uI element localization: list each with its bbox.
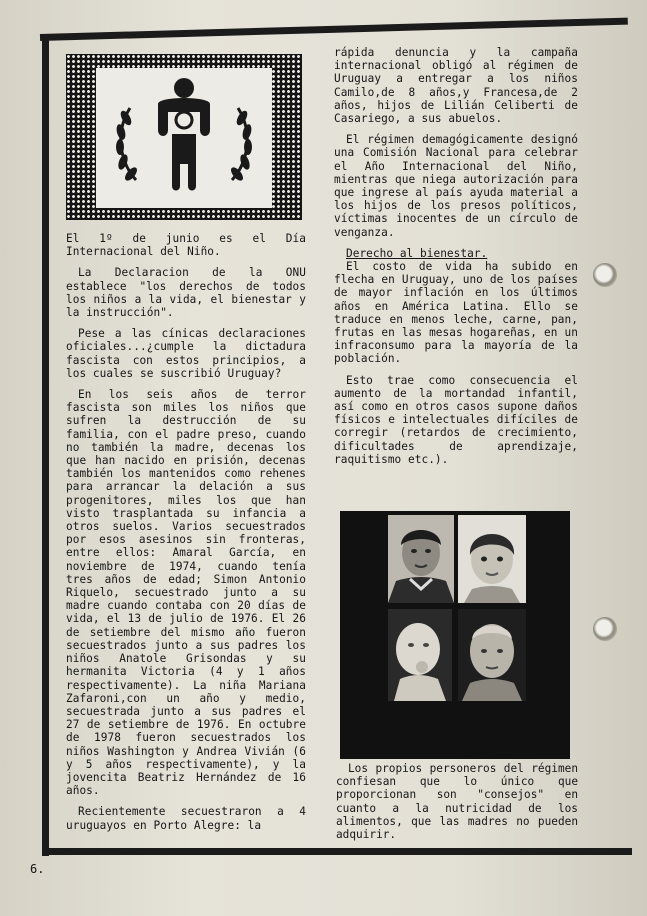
binder-hole-top [593,263,617,287]
page-number: 6. [30,862,45,876]
right-paragraph-3: El costo de vida ha subido en flecha en Uruguay, uno de los países de mayor inflación en los últimos años en América Latina. Ello se traduce en menos leche, carne, pan, frutas en las mesas hogareñas, en un infraconsumo para la mayoría de la población. [334,260,578,366]
child-family-emblem-icon [96,68,272,208]
emblem-panel [96,68,272,208]
right-paragraph-2: El régimen demagógicamente designó una Comisión Nacional para celebrar el Año Internacional del Niño, mientras que niega autorización para que ingrese al país ayuda material a los hijos de los presos políticos, víctimas inocentes de un círculo de venganza. [334,133,578,239]
photo-caption [336,762,578,841]
left-paragraph-2: La Declaracion de la ONU establece "los derechos de todos los niños a la vida, el bienestar y la instrucción". [66,266,306,320]
binder-hole-bottom [593,617,617,641]
frame-bottom-rule [44,848,632,855]
left-column [66,232,306,840]
right-paragraph-1: rápida denuncia y la campaña internacional obligó al régimen de Uruguay a entregar a los niños Camilo,de 8 años,y Francesa,de 2 años, hijos de Lilián Celiberti de Casariego, a sus abuelos. [334,46,578,126]
child-photo-3 [388,609,452,701]
right-paragraph-4: Esto trae como consecuencia el aumento de la mortandad infantil, así como en otros casos supone daños físicos e intelectuales difíciles de corregir (retardos de crecimiento, dificultades de aprendizaje, raquitismo etc.). [334,373,578,466]
child-photo-4 [458,609,526,701]
children-photo-collage [340,511,570,759]
left-paragraph-4: En los seis años de terror fascista son miles los niños que sufren la destrucción de su familia, con el padre preso, cuando no también la madre, decenas los que han nacido en prisión, decenas también los mantenidos como rehenes para arrancar la delación a sus progenitores, miles los que han visto trasplantada su infancia a otros suelos. Varios secuestrados por esos asesinos sin fronteras, entre ellos: Amaral García, en noviembre de 1974, cuando tenía tres años de edad; Simon Antonio Riquelo, secuestrado junto a su madre cuando contaba con 20 días de vida, el 13 de julio de 1976. El 26 de setiembre del mismo año fueron secuestrados junto a sus padres los niños Anatole Grisondas y su hermanita Victoria (4 y 1 años respectivamente). La niña Mariana Zafaroni,con un año y medio, secuestrada junto a sus padres el 27 de setiembre de 1976. En octubre de 1978 fueron secuestrados los niños Washington y Andrea Vivián (6 y 5 años respectivamente), y la jovencita Beatriz Hernández de 16 años. [66,388,306,798]
child-photo-1 [388,515,454,603]
right-column [334,46,578,474]
left-paragraph-3: Pese a las cínicas declaraciones oficiales...¿cumple la dictadura fascista con estos principios, a los cuales se suscribió Uruguay? [66,327,306,380]
section-heading: Derecho al bienestar. [346,246,488,260]
child-photo-2 [458,515,526,603]
left-paragraph-1: El 1º de junio es el Día Internacional del Niño. [66,232,306,259]
year-of-child-emblem [66,54,302,220]
frame-left-rule [42,38,49,856]
left-paragraph-5: Recientemente secuestraron a 4 uruguayos en Porto Alegre: la [66,805,306,832]
photo-caption-text: Los propios personeros del régimen confiesan que lo único que proporcionan son "consejos" en cuanto a la nutricidad de los alimentos, que las madres no pueden adquirir. [336,762,578,842]
